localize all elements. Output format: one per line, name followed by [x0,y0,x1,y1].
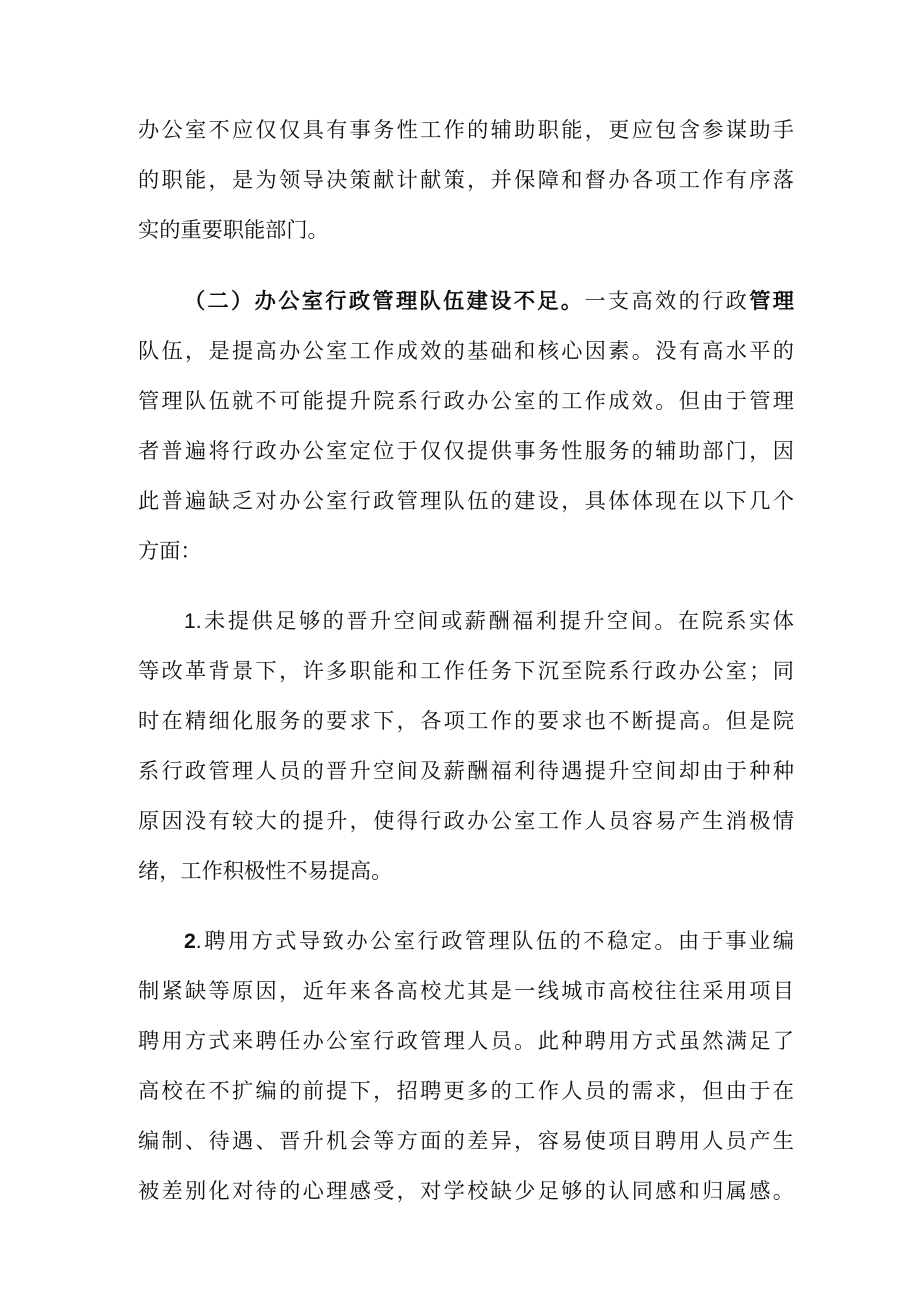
paragraph-3-line-5: 原因没有较大的提升，使得行政办公室工作人员容易产生消极情 [138,808,794,833]
list-number-2-dot: . [195,930,202,953]
paragraph-4-line-2: 制紧缺等原因，近年来各高校尤其是一线城市高校往往采用项目 [138,978,794,1003]
section-heading: （二）办公室行政管理队伍建设不足。 [184,288,585,313]
list-number-2: 2 [184,930,196,953]
paragraph-4-line-3: 聘用方式来聘任办公室行政管理人员。此种聘用方式虽然满足了 [138,1028,794,1053]
list-number-1: 1. [184,610,202,633]
paragraph-4-line-4: 高校在不扩编的前提下，招聘更多的工作人员的需求，但由于在 [138,1078,794,1103]
paragraph-3-line-2: 等改革背景下，许多职能和工作任务下沉至院系行政办公室；同 [138,658,794,683]
paragraph-4-line-6: 被差别化对待的心理感受，对学校缺少足够的认同感和归属感。 [138,1178,794,1203]
paragraph-2-line-5: 此普遍缺乏对办公室行政管理队伍的建设，具体体现在以下几个 [138,488,794,513]
paragraph-2-line-3: 管理队伍就不可能提升院系行政办公室的工作成效。但由于管理 [138,388,794,413]
paragraph-1-line-1: 办公室不应仅仅具有事务性工作的辅助职能，更应包含参谋助手 [138,117,794,142]
paragraph-2-lead-text: 一支高效的行政 [584,288,750,313]
paragraph-1-line-2: 的职能，是为领导决策献计献策，并保障和督办各项工作有序落 [138,167,794,192]
paragraph-4-lead-text: 聘用方式导致办公室行政管理队伍的不稳定。由于事业编 [201,928,794,953]
paragraph-2-bold-tail: 管理 [749,288,794,313]
paragraph-2-line-6: 方面： [138,538,202,563]
paragraph-3-line-3: 时在精细化服务的要求下，各项工作的要求也不断提高。但是院 [138,708,794,733]
paragraph-2-line-4: 者普遍将行政办公室定位于仅仅提供事务性服务的辅助部门，因 [138,438,794,463]
paragraph-2-line-1 [184,280,794,322]
paragraph-3-line-4: 系行政管理人员的晋升空间及薪酬福利待遇提升空间却由于种种 [138,758,794,783]
paragraph-4-line-5: 编制、待遇、晋升机会等方面的差异，容易使项目聘用人员产生 [138,1128,794,1153]
paragraph-1-line-3: 实的重要职能部门。 [138,217,329,242]
paragraph-3-line-1 [184,600,794,642]
paragraph-4-line-1 [184,920,794,962]
paragraph-2-line-2: 队伍，是提高办公室工作成效的基础和核心因素。没有高水平的 [138,338,794,363]
paragraph-3-lead-text: 未提供足够的晋升空间或薪酬福利提升空间。在院系实体 [201,608,794,633]
paragraph-3-line-6: 绪，工作积极性不易提高。 [138,858,393,883]
